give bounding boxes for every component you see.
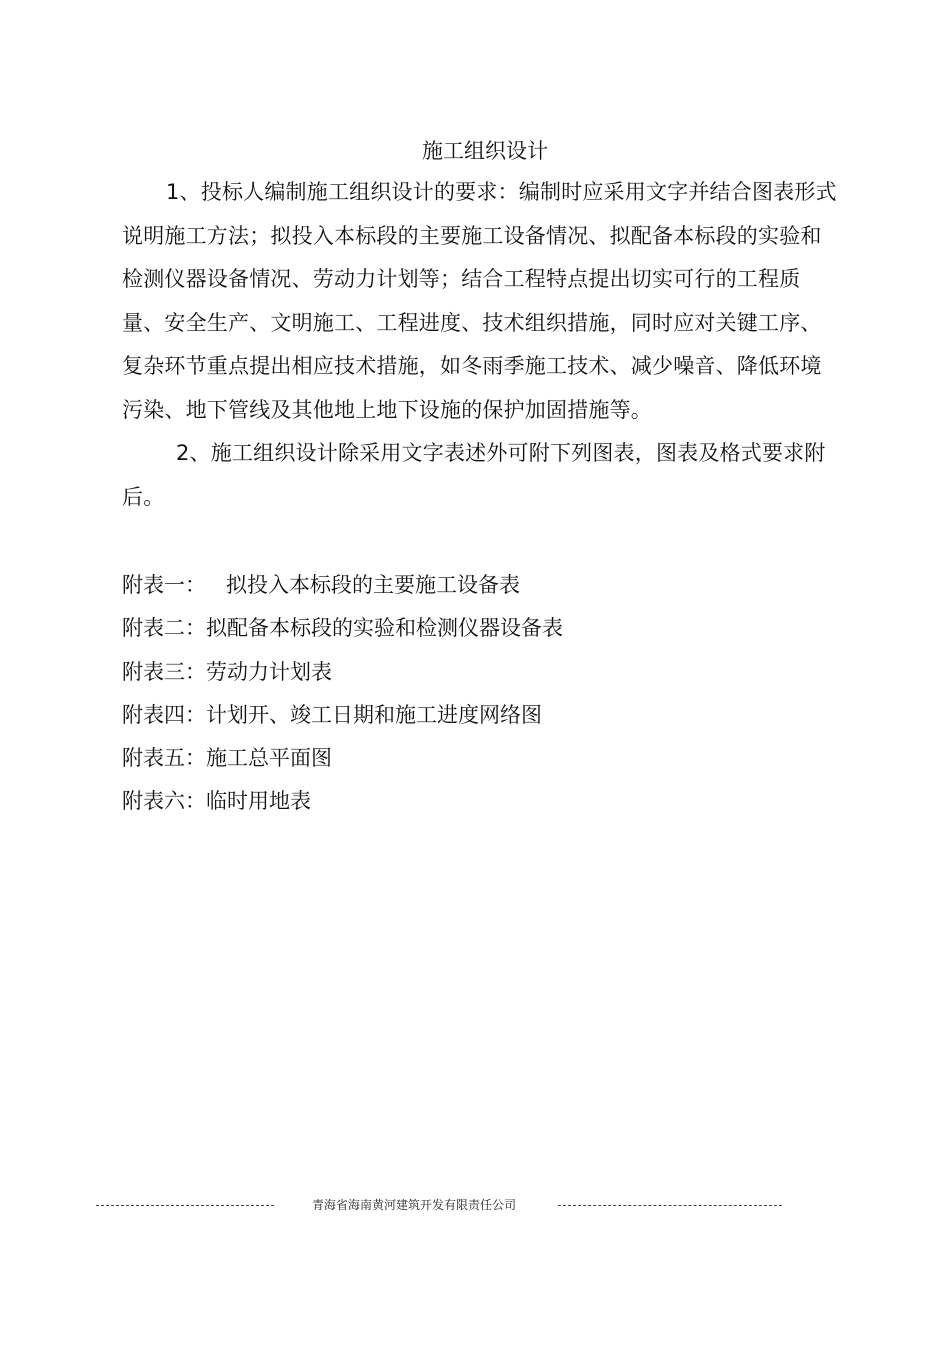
footer-dashed-rule-left (96, 1205, 274, 1206)
page-footer (96, 1193, 786, 1217)
appendix-text: 计划开、竣工日期和施工进度网络图 (206, 702, 542, 727)
appendix-item (122, 607, 842, 650)
appendix-item (122, 564, 842, 607)
appendix-label: 附表二： (122, 616, 206, 641)
appendix-label: 附表六： (122, 789, 206, 814)
appendix-text: 拟投入本标段的主要施工设备表 (226, 573, 520, 597)
appendix-label: 附表四： (122, 702, 206, 727)
document-title: 施工组织设计 (422, 139, 548, 163)
appendix-item (122, 651, 842, 694)
appendix-item (122, 737, 842, 780)
paragraph-appendix-intro: 2、施工组织设计除采用文字表述外可附下列图表，图表及格式要求附后。 (122, 441, 826, 509)
appendix-list (122, 564, 842, 824)
appendix-item (122, 780, 842, 823)
footer-dashed-rule-right (558, 1205, 782, 1206)
appendix-label: 附表一： (122, 573, 206, 597)
appendix-text: 临时用地表 (206, 789, 311, 814)
appendix-text: 劳动力计划表 (206, 659, 332, 684)
paragraph-requirements: 1、投标人编制施工组织设计的要求：编制时应采用文字并结合图表形式说明施工方法；拟投入本标段的主要施工设备情况、拟配备本标段的实验和检测仪器设备情况、劳动力计划等；结合工程特点提出切实可行的工程质量、安全生产、文明施工、工程进度、技术组织措施，同时应对关键工序、复杂环节重点提出相应技术措施，如冬雨季施工技术、减少噪音、降低环境污染、地下管线及其他地上地下设施的保护加固措施等。 (122, 180, 837, 422)
appendix-label: 附表五： (122, 746, 206, 771)
appendix-item (122, 694, 842, 737)
appendix-text: 拟配备本标段的实验和检测仪器设备表 (206, 616, 563, 641)
appendix-text: 施工总平面图 (206, 746, 332, 771)
footer-company-name: 青海省海南黄河建筑开发有限责任公司 (312, 1198, 517, 1212)
appendix-label: 附表三： (122, 659, 206, 684)
